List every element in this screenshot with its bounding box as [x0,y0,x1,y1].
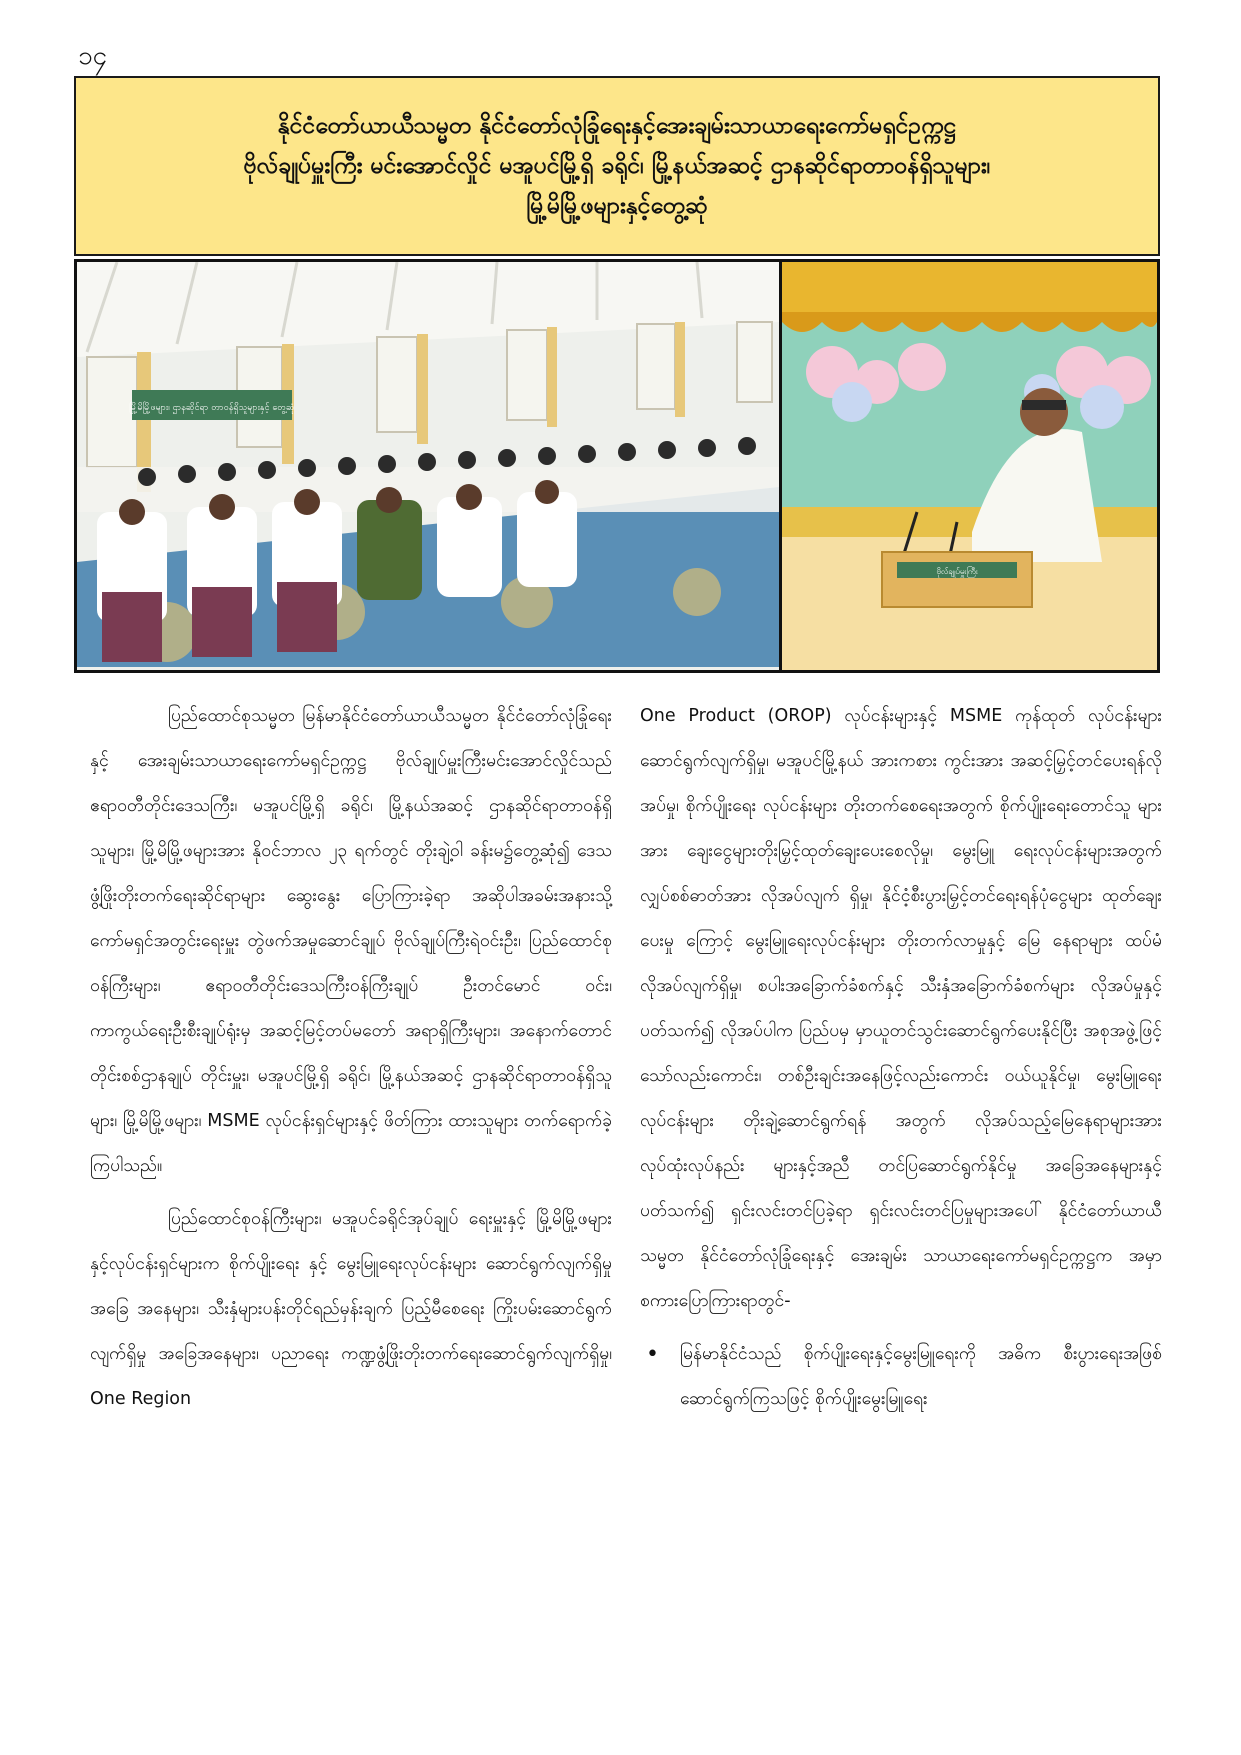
article-paragraph-3: One Product (OROP) လုပ်ငန်းများနှင့် MSME ကုန်ထုတ် လုပ်ငန်းများဆောင်ရွက်လျက်ရှိမှု၊ မအူပင်မြို့နယ် အားကစား ကွင်းအား အဆင့်မြှင့်တင်ပေးရန်လိုအပ်မှု၊ စိုက်ပျိုးရေး လုပ်ငန်းများ တိုးတက်စေရေးအတွက် စိုက်ပျိုးရေးတောင်သူ များအား ချေးငွေများတိုးမြှင့်ထုတ်ချေးပေးစေလိုမှု၊ မွေးမြူ ရေးလုပ်ငန်းများအတွက် လျှပ်စစ်ဓာတ်အား လိုအပ်လျက် ရှိမှု၊ နိုင်ငံ့စီးပွားမြှင့်တင်ရေးရန်ပုံငွေများ ထုတ်ချေးပေးမှု ကြောင့် မွေးမြူရေးလုပ်ငန်းများ တိုးတက်လာမှုနှင့် မြေ နေရာများ ထပ်မံလိုအပ်လျက်ရှိမှု၊ စပါးအခြောက်ခံစက်နှင့် သီးနှံအခြောက်ခံစက်များ လိုအပ်မှုနှင့်ပတ်သက်၍ လိုအပ်ပါက ပြည်ပမှ မှာယူတင်သွင်းဆောင်ရွက်ပေးနိုင်ပြီး အစုအဖွဲ့ဖြင့် သော်လည်းကောင်း၊ တစ်ဦးချင်းအနေဖြင့်လည်းကောင်း ဝယ်ယူနိုင်မှု၊ မွေးမြူရေးလုပ်ငန်းများ တိုးချဲ့ဆောင်ရွက်ရန် အတွက် လိုအပ်သည့်မြေနေရာများအား လုပ်ထုံးလုပ်နည်း များနှင့်အညီ တင်ပြဆောင်ရွက်နိုင်မှု အခြေအနေများနှင့် ပတ်သက်၍ ရှင်းလင်းတင်ပြခဲ့ရာ ရှင်းလင်းတင်ပြမှုများအပေါ် နိုင်ငံတော်ယာယီသမ္မတ နိုင်ငံတော်လုံခြုံရေးနှင့် အေးချမ်း သာယာရေးကော်မရှင်ဥက္ကဋ္ဌက အမှာစကားပြောကြားရာတွင်- [640,706,1162,1311]
speaker-photo [782,262,1157,670]
podium-sign-text: ဗိုလ်ချုပ်မှူးကြီး [936,567,978,576]
headline-line-1: နိုင်ငံတော်ယာယီသမ္မတ နိုင်ငံတော်လုံခြုံရေးနှင့်အေးချမ်းသာယာရေးကော်မရှင်ဥက္ကဋ္ဌ [277,112,957,139]
speaker-photo-drawing [782,262,1157,670]
audience-photo-drawing [77,262,779,670]
headline-box [74,76,1160,256]
headline-line-3: မြို့မိမြို့ဖများနှင့်တွေ့ဆုံ [526,193,708,220]
hall-banner-text: မြို့မိမြို့ဖများ၊ ဌာနဆိုင်ရာ တာဝန်ရှိသူများနှင့် တွေ့ဆုံ [129,403,295,413]
article-column-right [640,694,1162,1422]
photo-frame [74,259,1160,673]
article-column-left [90,694,612,1430]
article-paragraph-1: ပြည်ထောင်စုသမ္မတ မြန်မာနိုင်ငံတော်ယာယီသမ္မတ နိုင်ငံတော်လုံခြုံရေးနှင့် အေးချမ်းသာယာရေးကော်မရှင်ဥက္ကဋ္ဌ ဗိုလ်ချုပ်မှူးကြီးမင်းအောင်လှိုင်သည် ဧရာဝတီတိုင်းဒေသကြီး၊ မအူပင်မြို့ရှိ ခရိုင်၊ မြို့နယ်အဆင့် ဌာနဆိုင်ရာတာဝန်ရှိသူများ၊ မြို့မိမြို့ဖများအား နိုဝင်ဘာလ ၂၃ ရက်တွင် တိုးချဲ့ဝါ ခန်းမ၌တွေ့ဆုံ၍ ဒေသဖွံ့ဖြိုးတိုးတက်ရေးဆိုင်ရာများ ဆွေးနွေး ပြောကြားခဲ့ရာ အဆိုပါအခမ်းအနားသို့ ကော်မရှင်အတွင်းရေးမှူး တွဲဖက်အမှုဆောင်ချုပ် ဗိုလ်ချုပ်ကြီးရဲဝင်းဦး၊ ပြည်ထောင်စု ဝန်ကြီးများ၊ ဧရာဝတီတိုင်းဒေသကြီးဝန်ကြီးချုပ် ဦးတင်မောင် ဝင်း၊ ကာကွယ်ရေးဦးစီးချုပ်ရုံးမှ အဆင့်မြင့်တပ်မတော် အရာရှိကြီးများ၊ အနောက်တောင်တိုင်းစစ်ဌာနချုပ် တိုင်းမှူး၊ မအူပင်မြို့ရှိ ခရိုင်၊ မြို့နယ်အဆင့် ဌာနဆိုင်ရာတာဝန်ရှိသူ များ၊ မြို့မိမြို့ဖများ၊ MSME လုပ်ငန်းရှင်များနှင့် ဖိတ်ကြား ထားသူများ တက်ရောက်ခဲ့ကြပါသည်။ [90,706,612,1176]
audience-photo [77,262,779,670]
article-paragraph-2: ပြည်ထောင်စုဝန်ကြီးများ၊ မအူပင်ခရိုင်အုပ်ချုပ် ရေးမှူးနှင့် မြို့မိမြို့ဖများနှင့်လုပ်ငန်းရှင်များက စိုက်ပျိုးရေး နှင့် မွေးမြူရေးလုပ်ငန်းများ ဆောင်ရွက်လျက်ရှိမှုအခြေ အနေများ၊ သီးနှံများပန်းတိုင်ရည်မှန်းချက် ပြည့်မီစေရေး ကြိုးပမ်းဆောင်ရွက်လျက်ရှိမှု အခြေအနေများ၊ ပညာရေး ကဏ္ဍဖွံ့ဖြိုးတိုးတက်ရေးဆောင်ရွက်လျက်ရှိမှု၊ One Region [90,1209,612,1409]
bullet-list [640,1332,1162,1422]
headline-line-2: ဗိုလ်ချုပ်မှူးကြီး မင်းအောင်လှိုင် မအူပင်မြို့ရှိ ခရိုင်၊ မြို့နယ်အဆင့် ဌာနဆိုင်ရာတာဝန်ရှိသူများ၊ [243,152,991,179]
podium [882,552,1032,607]
bullet-item: • မြန်မာနိုင်ငံသည် စိုက်ပျိုးရေးနှင့်မွေးမြူရေးကို အဓိက စီးပွားရေးအဖြစ် ဆောင်ရွက်ကြသဖြင့် စိုက်ပျိုးမွေးမြူရေး [640,1332,1162,1422]
page-number: ၁၄ [78,41,108,71]
